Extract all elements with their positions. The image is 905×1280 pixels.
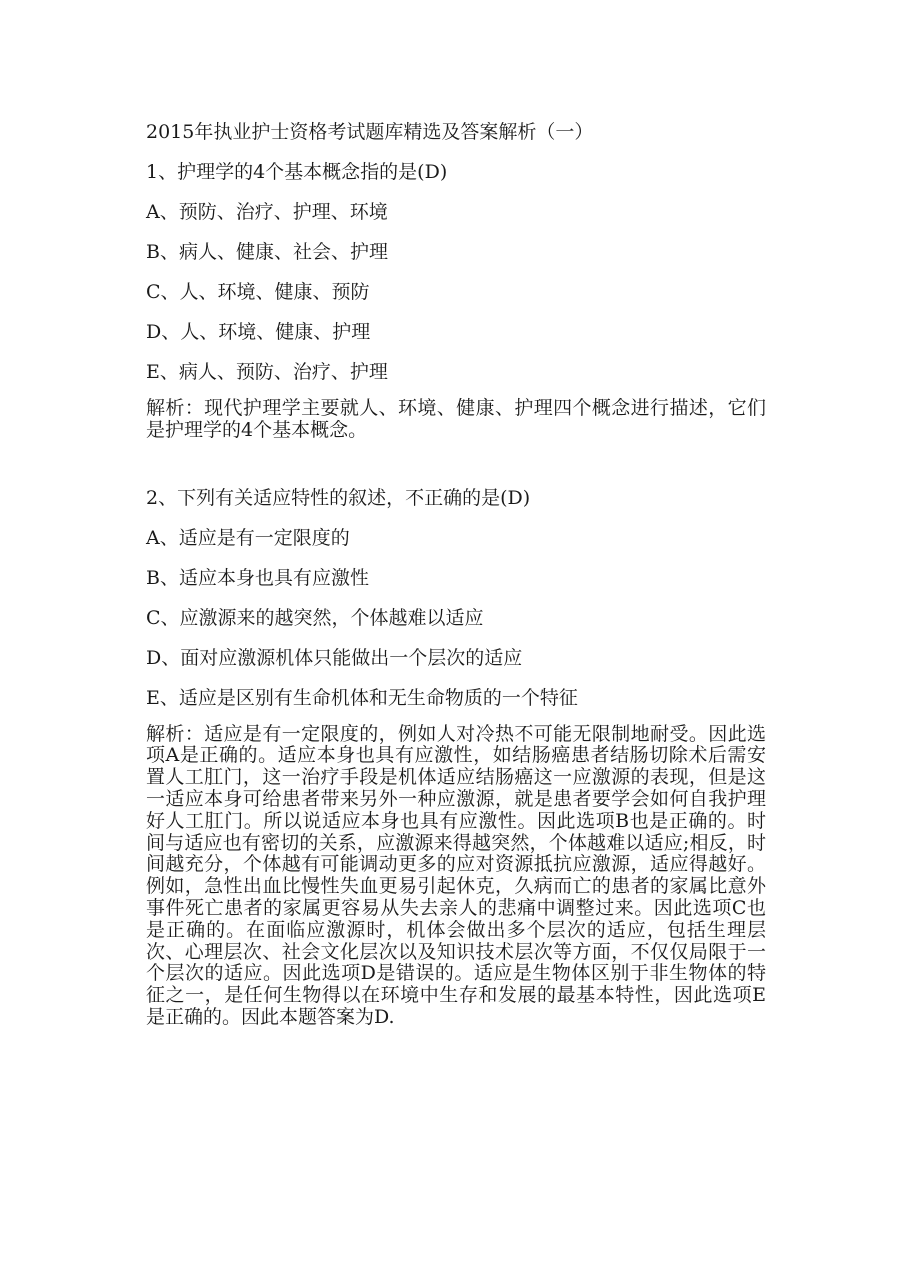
option-a: A、适应是有一定限度的 <box>146 526 350 549</box>
document-title: 2015年执业护士资格考试题库精选及答案解析（一） <box>146 121 594 143</box>
document-page <box>146 118 766 1029</box>
analysis-text: 解析：适应是有一定限度的，例如人对冷热不可能无限制地耐受。因此选项A是正确的。适应本身也具有应激性，如结肠癌患者结肠切除术后需安置人工肛门，这一治疗手段是机体适应结肠癌这一应激源的表现，但是这一适应本身可给患者带来另外一种应激源，就是患者要学会如何自我护理好人工肛门。所以说适应本身也具有应激性。因此选项B也是正确的。时间与适应也有密切的关系，应激源来得越突然，个体越难以适应;相反，时间越充分，个体越有可能调动更多的应对资源抵抗应激源，适应得越好。例如，急性出血比慢性失血更易引起休克，久病而亡的患者的家属比意外事件死亡患者的家属更容易从失去亲人的悲痛中调整过来。因此选项C也是正确的。在面临应激源时，机体会做出多个层次的适应，包括生理层次、心理层次、社会文化层次以及知识技术层次等方面，不仅仅局限于一个层次的适应。因此选项D是错误的。适应是生物体区别于非生物体的特征之一，是任何生物得以在环境中生存和发展的最基本特性，因此选项E是正确的。因此本题答案为D. <box>146 722 766 1028</box>
question-stem: 1、护理学的4个基本概念指的是(D) <box>146 161 448 183</box>
option-b: B、适应本身也具有应激性 <box>146 566 369 589</box>
option-c: C、人、环境、健康、预防 <box>146 281 370 303</box>
option-e: E、适应是区别有生命机体和无生命物质的一个特征 <box>146 686 578 709</box>
question-2 <box>146 484 766 1029</box>
option-d: D、面对应激源机体只能做出一个层次的适应 <box>146 646 523 669</box>
question-stem: 2、下列有关适应特性的叙述，不正确的是(D) <box>146 486 531 509</box>
option-a: A、预防、治疗、护理、环境 <box>146 201 388 223</box>
option-e: E、病人、预防、治疗、护理 <box>146 361 388 383</box>
question-1 <box>146 158 766 442</box>
analysis-text: 解析：现代护理学主要就人、环境、健康、护理四个概念进行描述，它们是护理学的4个基本概念。 <box>146 397 766 441</box>
option-c: C、应激源来的越突然，个体越难以适应 <box>146 606 484 629</box>
option-d: D、人、环境、健康、护理 <box>146 321 371 343</box>
option-b: B、病人、健康、社会、护理 <box>146 241 388 263</box>
spacer <box>146 442 766 484</box>
